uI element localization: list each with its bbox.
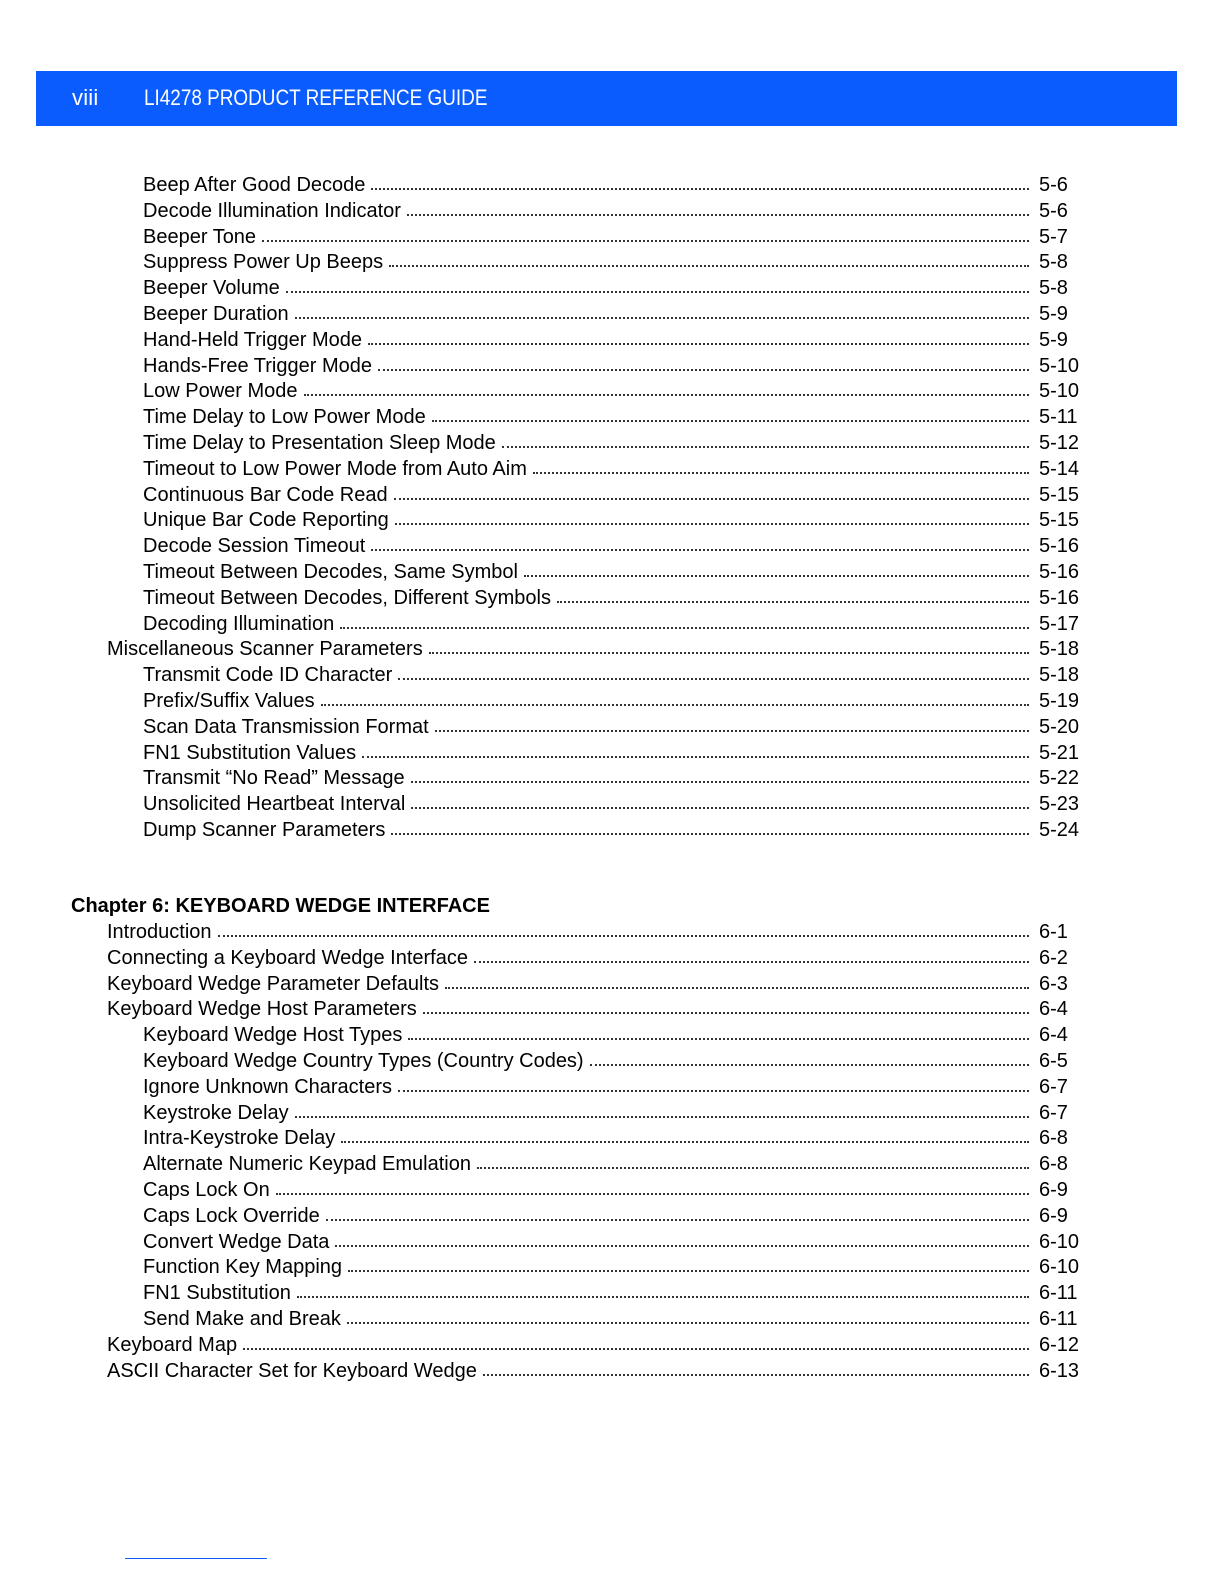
toc-entry-title: Timeout Between Decodes, Same Symbol (143, 561, 518, 583)
toc-entry-title: Send Make and Break (143, 1308, 341, 1330)
toc-entry-page-number: 5-12 (1039, 432, 1080, 454)
toc-entry-page-number: 5-11 (1039, 406, 1078, 429)
toc-entry[interactable] (143, 1229, 1083, 1255)
toc-entry[interactable] (143, 198, 1083, 224)
toc-entry-title: Unique Bar Code Reporting (143, 509, 389, 532)
toc-entry-title: Unsolicited Heartbeat Interval (143, 793, 406, 816)
toc-entry-page-number: 6-4 (1039, 998, 1068, 1021)
toc-entry-page-number: 5-9 (1039, 303, 1068, 325)
toc-entry-page-number: 6-9 (1039, 1179, 1068, 1201)
toc-entry[interactable] (143, 301, 1083, 327)
toc-entry-title: Beeper Tone (143, 225, 257, 248)
toc-entry-title: Hands-Free Trigger Mode (143, 354, 372, 377)
toc-entry-page-number: 6-11 (1039, 1308, 1078, 1330)
toc-entry-title: Miscellaneous Scanner Parameters (107, 638, 423, 661)
dot-leader (429, 652, 1029, 654)
toc-entry-title: Decode Illumination Indicator (143, 199, 401, 222)
dot-leader (262, 240, 1029, 242)
toc-entry[interactable] (143, 172, 1083, 198)
toc-entry-page-number: 5-8 (1039, 277, 1068, 300)
dot-leader (395, 523, 1029, 525)
dot-leader (423, 1012, 1029, 1014)
dot-leader (398, 1090, 1029, 1092)
document-title: LI4278 PRODUCT REFERENCE GUIDE (144, 85, 488, 110)
dot-leader (474, 961, 1029, 963)
toc-entry[interactable] (143, 1125, 1083, 1151)
dot-leader (477, 1167, 1029, 1169)
toc-entry-page-number: 5-6 (1039, 174, 1068, 196)
dot-leader (408, 1038, 1029, 1040)
dot-leader (557, 601, 1029, 603)
toc-entry-title: Alternate Numeric Keypad Emulation (143, 1153, 471, 1176)
toc-entry[interactable] (143, 817, 1083, 843)
toc-entry-title: FN1 Substitution (143, 1282, 291, 1305)
toc-entry-page-number: 6-3 (1039, 972, 1068, 995)
toc-entry-page-number: 5-15 (1039, 483, 1080, 506)
toc-entry-title: Function Key Mapping (143, 1256, 343, 1279)
toc-entry-title: Introduction (107, 921, 212, 943)
toc-entry[interactable] (143, 1074, 1083, 1100)
toc-entry-page-number: 6-9 (1039, 1204, 1068, 1227)
toc-entry[interactable] (107, 1332, 1083, 1358)
toc-entry[interactable] (143, 662, 1083, 688)
toc-entry[interactable] (143, 456, 1083, 482)
toc-entry-page-number: 5-17 (1039, 612, 1080, 635)
dot-leader (304, 394, 1029, 396)
dot-leader (218, 935, 1029, 937)
toc-entry-page-number: 6-5 (1039, 1050, 1068, 1072)
dot-leader (394, 498, 1029, 500)
page-number: viii (72, 85, 99, 110)
toc-entry-title: Keyboard Wedge Host Types (143, 1024, 403, 1047)
toc-entry[interactable] (143, 353, 1083, 379)
toc-entry[interactable] (143, 1022, 1083, 1048)
toc-entry-title: Caps Lock Override (143, 1204, 320, 1227)
toc-entry-page-number: 5-16 (1039, 535, 1080, 558)
toc-entry-title: Caps Lock On (143, 1179, 270, 1201)
toc-entry[interactable] (107, 971, 1083, 997)
toc-entry[interactable] (143, 404, 1083, 430)
toc-entry-title: Connecting a Keyboard Wedge Interface (107, 946, 468, 969)
toc-entry[interactable] (143, 224, 1083, 250)
toc-entry[interactable] (143, 585, 1083, 611)
toc-entry-title: ASCII Character Set for Keyboard Wedge (107, 1359, 477, 1382)
dot-leader (445, 987, 1029, 989)
toc-entry[interactable] (143, 430, 1083, 456)
toc-entry[interactable] (143, 1254, 1083, 1280)
toc-entry-page-number: 6-13 (1039, 1359, 1080, 1382)
toc-entry[interactable] (143, 740, 1083, 766)
toc-entry-page-number: 5-20 (1039, 715, 1080, 738)
dot-leader (435, 730, 1029, 732)
toc-entry-title: Intra-Keystroke Delay (143, 1127, 336, 1150)
dot-leader (371, 549, 1029, 551)
toc-entry[interactable] (143, 327, 1083, 353)
dot-leader (348, 1270, 1029, 1272)
toc-entry-page-number: 5-10 (1039, 354, 1080, 377)
dot-leader (371, 188, 1029, 190)
toc-entry-title: Prefix/Suffix Values (143, 690, 315, 712)
toc-entry-title: Transmit Code ID Character (143, 664, 393, 687)
toc-entry-page-number: 6-2 (1039, 946, 1068, 969)
dot-leader (483, 1374, 1029, 1376)
toc-entry[interactable] (143, 714, 1083, 740)
toc-entry[interactable] (107, 996, 1083, 1022)
toc-entry-title: Dump Scanner Parameters (143, 819, 386, 841)
toc-entry-page-number: 5-9 (1039, 328, 1068, 351)
toc-entry-page-number: 6-7 (1039, 1101, 1068, 1124)
toc-entry-page-number: 5-21 (1039, 741, 1080, 764)
dot-leader (286, 291, 1029, 293)
dot-leader (524, 575, 1029, 577)
toc-entry-title: Keystroke Delay (143, 1101, 289, 1124)
toc-entry-title: Time Delay to Presentation Sleep Mode (143, 432, 496, 454)
toc-entry-title: Scan Data Transmission Format (143, 715, 429, 738)
toc-entry[interactable] (143, 507, 1083, 533)
toc-entry-title: Keyboard Map (107, 1333, 238, 1356)
toc-entry-page-number: 5-18 (1039, 638, 1080, 661)
toc-entry-page-number: 6-12 (1039, 1333, 1080, 1356)
toc-entry-page-number: 6-8 (1039, 1153, 1068, 1176)
toc-entry-title: Hand-Held Trigger Mode (143, 328, 362, 351)
dot-leader (368, 343, 1029, 345)
toc-entry-page-number: 5-19 (1039, 690, 1080, 712)
dot-leader (335, 1245, 1029, 1247)
toc-entry[interactable] (143, 559, 1083, 585)
toc-entry-page-number: 5-24 (1039, 819, 1080, 841)
dot-leader (362, 756, 1029, 758)
toc-entry-title: Beeper Volume (143, 277, 280, 300)
toc-entry-page-number: 5-16 (1039, 561, 1080, 583)
dot-leader (411, 781, 1029, 783)
toc-entry[interactable] (143, 482, 1083, 508)
toc-entry-page-number: 5-8 (1039, 251, 1068, 274)
dot-leader (297, 1296, 1029, 1298)
dot-leader (326, 1219, 1029, 1221)
toc-entry-page-number: 6-1 (1039, 921, 1068, 943)
toc-entry[interactable] (107, 636, 1083, 662)
dot-leader (502, 446, 1029, 448)
dot-leader (243, 1348, 1029, 1350)
toc-entry-title: Beep After Good Decode (143, 174, 366, 196)
dot-leader (411, 807, 1029, 809)
toc-entry-page-number: 5-23 (1039, 793, 1080, 816)
toc-entry-title: Decode Session Timeout (143, 535, 366, 558)
toc-entry-title: Keyboard Wedge Host Parameters (107, 998, 417, 1021)
dot-leader (391, 833, 1029, 835)
toc-entry-page-number: 6-11 (1039, 1282, 1078, 1305)
dot-leader (407, 214, 1029, 216)
toc-entry[interactable] (107, 1358, 1083, 1384)
toc-entry[interactable] (143, 1177, 1083, 1203)
toc-entry[interactable] (143, 249, 1083, 275)
dot-leader (432, 420, 1029, 422)
toc-entry-title: Timeout Between Decodes, Different Symbols (143, 586, 551, 609)
toc-entry[interactable] (143, 791, 1083, 817)
toc-entry-title: Keyboard Wedge Country Types (Country Codes) (143, 1050, 584, 1072)
toc-entry[interactable] (107, 919, 1083, 945)
toc-entry-title: Convert Wedge Data (143, 1230, 330, 1253)
dot-leader (295, 317, 1029, 319)
dot-leader (295, 1116, 1029, 1118)
toc-entry-page-number: 5-16 (1039, 586, 1080, 609)
dot-leader (398, 678, 1029, 680)
toc-entry-title: Time Delay to Low Power Mode (143, 406, 426, 429)
toc-entry[interactable] (107, 945, 1083, 971)
toc-entry[interactable] (143, 1203, 1083, 1229)
toc-entry-page-number: 5-10 (1039, 380, 1080, 403)
footer-rule (125, 1558, 267, 1559)
toc-entry-page-number: 5-14 (1039, 457, 1080, 480)
toc-entry-page-number: 6-10 (1039, 1256, 1080, 1279)
toc-entry-title: FN1 Substitution Values (143, 741, 357, 764)
toc-entry[interactable] (143, 688, 1083, 714)
toc-entry[interactable] (143, 1100, 1083, 1126)
dot-leader (321, 704, 1029, 706)
toc-entry-page-number: 5-22 (1039, 767, 1080, 790)
toc-entry-title: Timeout to Low Power Mode from Auto Aim (143, 457, 527, 480)
toc-entry-title: Low Power Mode (143, 380, 298, 403)
toc-entry[interactable] (143, 1048, 1083, 1074)
toc-entry-title: Keyboard Wedge Parameter Defaults (107, 972, 440, 995)
toc-entry[interactable] (143, 533, 1083, 559)
toc-entry-title: Transmit “No Read” Message (143, 767, 405, 790)
toc-entry-page-number: 5-6 (1039, 199, 1068, 222)
dot-leader (276, 1193, 1029, 1195)
chapter-6-heading[interactable]: Chapter 6: KEYBOARD WEDGE INTERFACE (71, 895, 490, 917)
toc-entry-page-number: 5-18 (1039, 664, 1080, 687)
toc-entry[interactable] (143, 275, 1083, 301)
toc-entry-page-number: 6-10 (1039, 1230, 1080, 1253)
toc-entry-title: Suppress Power Up Beeps (143, 251, 384, 274)
toc-entry-title: Ignore Unknown Characters (143, 1075, 393, 1098)
toc-entry-title: Decoding Illumination (143, 612, 335, 635)
toc-entry-page-number: 5-7 (1039, 225, 1068, 248)
toc-entry-title: Beeper Duration (143, 303, 289, 325)
page-header-band (36, 71, 1177, 126)
toc-entry[interactable] (143, 1151, 1083, 1177)
toc-entry[interactable] (143, 1306, 1083, 1332)
toc-entry-page-number: 5-15 (1039, 509, 1080, 532)
toc-entry[interactable] (143, 611, 1083, 637)
dot-leader (347, 1322, 1029, 1324)
dot-leader (389, 265, 1029, 267)
toc-entry-page-number: 6-8 (1039, 1127, 1068, 1150)
toc-entry[interactable] (143, 378, 1083, 404)
toc-entry-title: Continuous Bar Code Read (143, 483, 388, 506)
toc-entry[interactable] (143, 1280, 1083, 1306)
dot-leader (590, 1064, 1029, 1066)
toc-entry[interactable] (143, 765, 1083, 791)
dot-leader (341, 1141, 1029, 1143)
toc-entry-page-number: 6-4 (1039, 1024, 1068, 1047)
dot-leader (340, 627, 1029, 629)
dot-leader (533, 472, 1029, 474)
toc-entry-page-number: 6-7 (1039, 1075, 1068, 1098)
dot-leader (378, 369, 1029, 371)
